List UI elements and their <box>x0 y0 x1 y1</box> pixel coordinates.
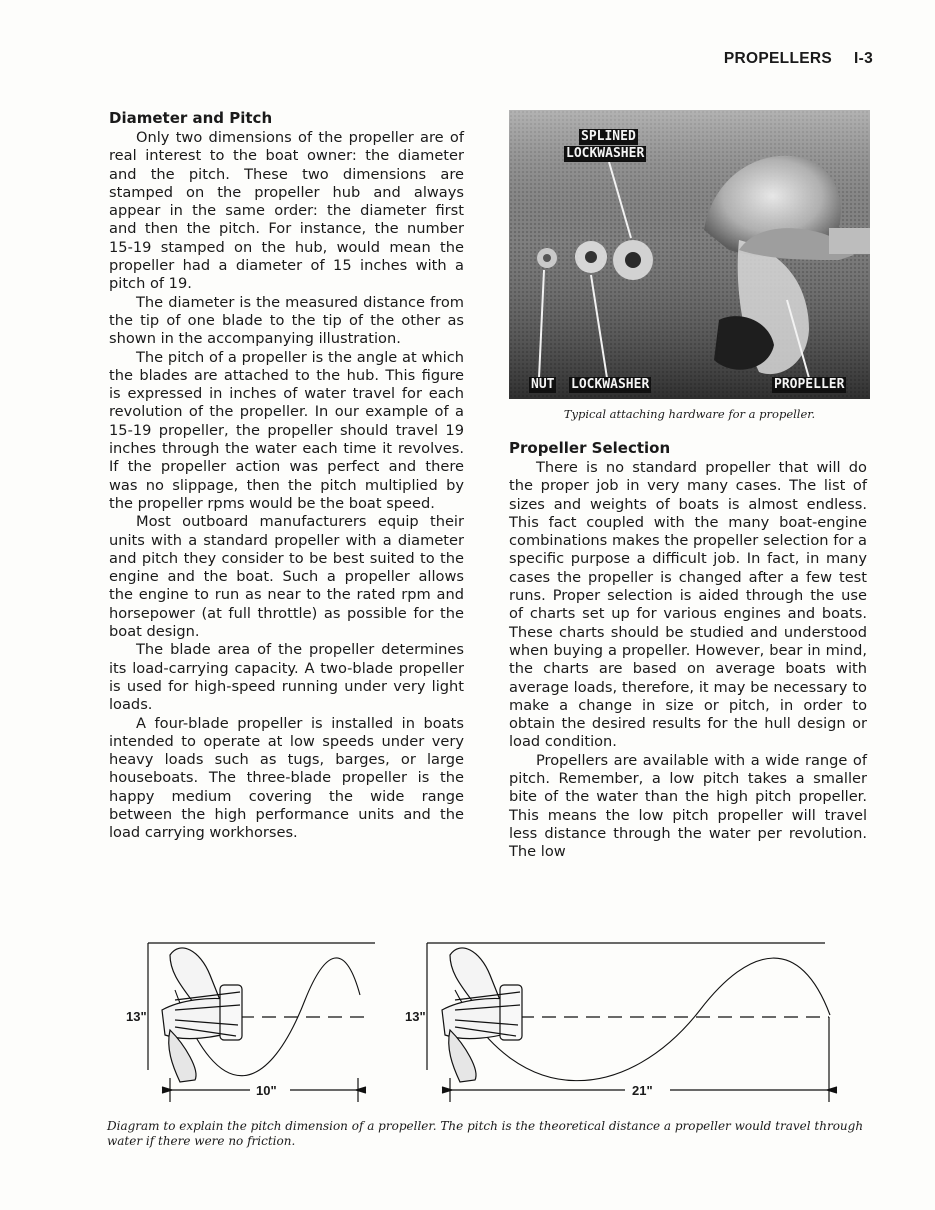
paragraph: Most outboard manufacturers equip their units with a standard propeller with a diameter and pitch they consider to be best suited to the engine and the boat. Such a propeller allows the engine to run as near to the rated rpm and horsepower (at full throttle) as possible for the boat design. <box>109 513 464 641</box>
pitch-diagram <box>100 930 860 1105</box>
label-lockwasher-top: LOCKWASHER <box>566 146 645 161</box>
page-number: I-3 <box>854 50 873 67</box>
propeller-hardware-photo <box>509 110 870 399</box>
paragraph: Propellers are available with a wide range of pitch. Remember, a low pitch takes a smaller bite of the water than the high pitch propeller. This means the low pitch propeller will travel less distance through the water per revolution. The low <box>509 751 867 861</box>
nut-shape <box>537 248 557 268</box>
paragraph: A four-blade propeller is installed in boats intended to operate at low speeds under very heavy loads such as tugs, barges, or large houseboats. The three-blade propeller is the happy medium covering the wide range between the high performance units and the load carrying workhorses. <box>109 714 464 842</box>
label-nut: NUT <box>531 377 555 392</box>
lockwasher-shape <box>575 241 607 273</box>
label-splined: SPLINED <box>581 129 636 144</box>
running-header <box>724 50 873 68</box>
pitch-diagram-drawing <box>100 930 860 1105</box>
paragraph: There is no standard propeller that will do the proper job in very many cases. The list of sizes and weights of boats is almost endless. This fact coupled with the many boat-engine combinations makes the propeller selection for a specific purpose a difficult job. In fact, in many cases the propeller is changed after a few test runs. Proper selection is aided through the use of charts set up for various engines and boats. These charts should be studied and understood when buying a propeller. However, bear in mind, the charts are based on average boats with average loads, therefore, it may be necessary to make a change in size or pitch, in order to obtain the desired results for the hull design or load condition. <box>509 459 867 751</box>
left-pitch-figure <box>148 943 375 1102</box>
paragraph: The blade area of the propeller determines its load-carrying capacity. A two-blade propeller is used for high-speed running under very light loads. <box>109 641 464 714</box>
section-heading-propeller-selection: Propeller Selection <box>509 439 671 457</box>
right-diameter-label: 13" <box>405 1009 426 1024</box>
paragraph: Only two dimensions of the propeller are of real interest to the boat owner: the diameter and the pitch. These two dimensions are stamped on the propeller hub and always appear in the same order: the diameter first and then the pitch. For instance, the number 15-19 stamped on the hub, would mean the propeller had a diameter of 15 inches with a pitch of 19. <box>109 129 464 293</box>
left-diameter-label: 13" <box>126 1009 147 1024</box>
paragraph: The pitch of a propeller is the angle at which the blades are attached to the hub. This figure is expressed in inches of water travel for each revolution of the propeller. In our example of a 15-19 propeller, the propeller should travel 19 inches through the water each time it revolves. If the propeller action was perfect and there was no slippage, then the pitch multiplied by the propeller rpms would be the boat speed. <box>109 348 464 512</box>
label-propeller: PROPELLER <box>774 377 845 392</box>
diagram-caption: Diagram to explain the pitch dimension of a propeller. The pitch is the theoretical distance a propeller would travel through water if there were no friction. <box>107 1119 864 1148</box>
right-pitch-figure <box>427 943 837 1102</box>
section-heading-diameter-pitch: Diameter and Pitch <box>109 109 273 127</box>
right-column <box>509 439 867 862</box>
right-pitch-label: 21" <box>632 1083 653 1098</box>
section-title: PROPELLERS <box>723 50 832 67</box>
paragraph: The diameter is the measured distance from the tip of one blade to the tip of the other as shown in the accompanying illustration. <box>109 293 464 348</box>
left-pitch-label: 10" <box>256 1083 277 1098</box>
left-column <box>109 109 464 843</box>
label-lockwasher-bottom: LOCKWASHER <box>571 377 650 392</box>
splined-lockwasher-shape <box>613 240 653 280</box>
photo-caption: Typical attaching hardware for a propeller. <box>563 407 816 421</box>
